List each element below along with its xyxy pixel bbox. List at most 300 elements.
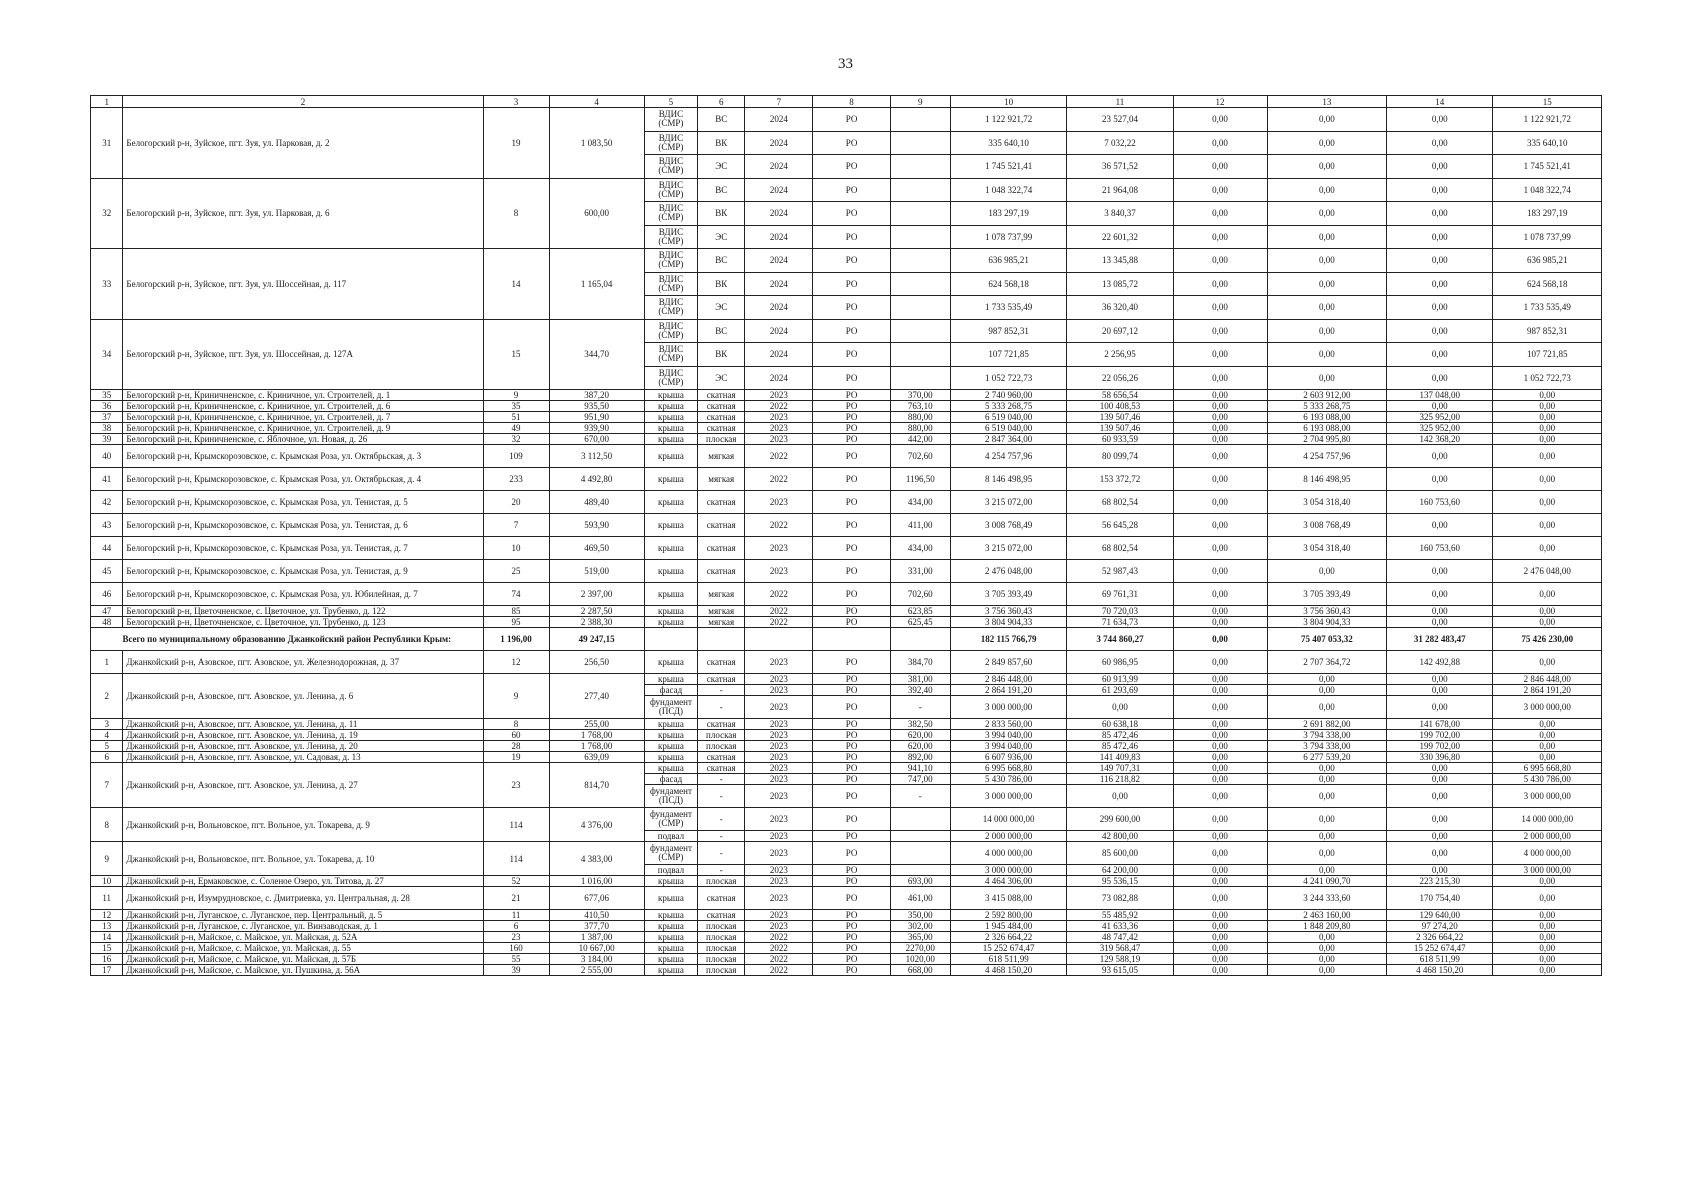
address-cell: Белогорский р-н, Крымскорозовское, с. Крымская Роза, ул. Октябрьская, д. 3 — [123, 445, 483, 468]
work-type: ВДИС (СМР) — [644, 155, 698, 179]
address-cell: Белогорский р-н, Зуйское, пгт. Зуя, ул. Парковая, д. 6 — [123, 178, 483, 249]
volume — [890, 272, 950, 296]
year: 2023 — [745, 412, 813, 423]
residents-cell: 12 — [483, 651, 549, 674]
fund-cell: 0,00 — [1173, 932, 1267, 943]
year: 2023 — [745, 752, 813, 763]
region-cell: 129 640,00 — [1387, 910, 1493, 921]
address-cell: Белогорский р-н, Крымскорозовское, с. Крымская Роза, ул. Тенистая, д. 9 — [123, 560, 483, 583]
total-cost: 1 078 737,99 — [951, 225, 1067, 249]
work-subtype: ВС — [698, 108, 745, 132]
total-cost: 1 048 322,74 — [951, 178, 1067, 202]
cost-per-unit: 55 485,92 — [1067, 910, 1173, 921]
budget-cell: 0,00 — [1267, 932, 1387, 943]
fund-cell: 0,00 — [1173, 943, 1267, 954]
work-subtype: плоская — [698, 876, 745, 887]
area-cell: 519,00 — [549, 560, 644, 583]
fund-cell: 0,00 — [1173, 445, 1267, 468]
area-cell: 670,00 — [549, 434, 644, 445]
volume: 350,00 — [890, 910, 950, 921]
total-cost: 2 476 048,00 — [951, 560, 1067, 583]
volume: 411,00 — [890, 514, 950, 537]
cost-per-unit: 69 761,31 — [1067, 583, 1173, 606]
volume: 302,00 — [890, 921, 950, 932]
area-cell: 10 667,00 — [549, 943, 644, 954]
year: 2022 — [745, 617, 813, 628]
row-number: 39 — [91, 434, 123, 445]
region-cell: 0,00 — [1387, 842, 1493, 865]
row-number: 4 — [91, 730, 123, 741]
table-row — [91, 412, 1602, 423]
cost-per-unit: 0,00 — [1067, 696, 1173, 719]
region-cell: 0,00 — [1387, 225, 1493, 249]
work-subtype: скатная — [698, 491, 745, 514]
total-cost: 2 740 960,00 — [951, 390, 1067, 401]
address-cell: Джанкойский р-н, Вольновское, пгт. Вольное, ул. Токарева, д. 10 — [123, 842, 483, 876]
area-cell: 469,50 — [549, 537, 644, 560]
fund-cell: 0,00 — [1173, 272, 1267, 296]
source: РО — [813, 225, 890, 249]
residents-cell: 9 — [483, 674, 549, 719]
fund-cell: 0,00 — [1173, 319, 1267, 343]
source: РО — [813, 831, 890, 842]
budget-cell: 3 804 904,33 — [1267, 617, 1387, 628]
other-cell: 0,00 — [1493, 583, 1602, 606]
cost-per-unit: 20 697,12 — [1067, 319, 1173, 343]
region-cell: 0,00 — [1387, 249, 1493, 273]
area-cell: 1 016,00 — [549, 876, 644, 887]
fund-cell: 0,00 — [1173, 842, 1267, 865]
row-number: 8 — [91, 808, 123, 842]
region-cell: 199 702,00 — [1387, 741, 1493, 752]
region-cell: 0,00 — [1387, 617, 1493, 628]
source: РО — [813, 651, 890, 674]
region-cell: 0,00 — [1387, 685, 1493, 696]
other-cell: 0,00 — [1493, 445, 1602, 468]
other-cell: 0,00 — [1493, 876, 1602, 887]
column-number-header: 13 — [1267, 96, 1387, 108]
other-cell: 0,00 — [1493, 537, 1602, 560]
volume: - — [890, 785, 950, 808]
row-number: 17 — [91, 965, 123, 976]
budget-cell: 2 463 160,00 — [1267, 910, 1387, 921]
work-subtype: скатная — [698, 401, 745, 412]
address-cell: Белогорский р-н, Криничненское, с. Криничное, ул. Строителей, д. 7 — [123, 412, 483, 423]
fund-cell: 0,00 — [1173, 921, 1267, 932]
volume: 880,00 — [890, 423, 950, 434]
volume — [890, 343, 950, 367]
region-cell: 0,00 — [1387, 774, 1493, 785]
year: 2024 — [745, 225, 813, 249]
year: 2022 — [745, 583, 813, 606]
residents-cell: 8 — [483, 719, 549, 730]
table-row — [91, 752, 1602, 763]
region-cell: 160 753,60 — [1387, 491, 1493, 514]
work-type: крыша — [644, 491, 698, 514]
row-number: 32 — [91, 178, 123, 249]
column-number-header: 15 — [1493, 96, 1602, 108]
work-subtype: скатная — [698, 423, 745, 434]
region-cell: 325 952,00 — [1387, 423, 1493, 434]
budget-cell: 0,00 — [1267, 696, 1387, 719]
fund-cell: 0,00 — [1173, 560, 1267, 583]
total-cost: 3 000 000,00 — [951, 696, 1067, 719]
table-row — [91, 887, 1602, 910]
total-cost: 2 326 664,22 — [951, 932, 1067, 943]
region-cell: 0,00 — [1387, 296, 1493, 320]
source: РО — [813, 887, 890, 910]
source: РО — [813, 560, 890, 583]
volume — [890, 831, 950, 842]
address-cell: Джанкойский р-н, Азовское, пгт. Азовское, ул. Ленина, д. 27 — [123, 763, 483, 808]
area-cell: 256,50 — [549, 651, 644, 674]
work-subtype: мягкая — [698, 468, 745, 491]
fund-cell: 0,00 — [1173, 865, 1267, 876]
cost-per-unit: 60 913,99 — [1067, 674, 1173, 685]
cost-per-unit: 48 747,42 — [1067, 932, 1173, 943]
table-row — [91, 954, 1602, 965]
work-type: крыша — [644, 763, 698, 774]
work-subtype: скатная — [698, 719, 745, 730]
budget-cell: 0,00 — [1267, 865, 1387, 876]
row-number: 33 — [91, 249, 123, 320]
area-cell: 639,09 — [549, 752, 644, 763]
total-cost: 5 333 268,75 — [951, 401, 1067, 412]
work-type: крыша — [644, 674, 698, 685]
cost-per-unit: 116 218,82 — [1067, 774, 1173, 785]
region-cell: 15 252 674,47 — [1387, 943, 1493, 954]
source: РО — [813, 954, 890, 965]
volume: 668,00 — [890, 965, 950, 976]
source: РО — [813, 155, 890, 179]
fund-cell: 0,00 — [1173, 785, 1267, 808]
source: РО — [813, 272, 890, 296]
table-row — [91, 319, 1602, 343]
total-cost: 3 804 904,33 — [951, 617, 1067, 628]
table-row — [91, 514, 1602, 537]
address-cell: Джанкойский р-н, Майское, с. Майское, ул. Майская, д. 52А — [123, 932, 483, 943]
residents-cell: 9 — [483, 390, 549, 401]
year: 2023 — [745, 674, 813, 685]
other-cell: 636 985,21 — [1493, 249, 1602, 273]
other-cell: 0,00 — [1493, 730, 1602, 741]
residents-cell: 49 — [483, 423, 549, 434]
budget-cell: 0,00 — [1267, 131, 1387, 155]
address-cell: Белогорский р-н, Зуйское, пгт. Зуя, ул. Шоссейная, д. 127А — [123, 319, 483, 390]
total-cost: 1 052 722,73 — [951, 366, 1067, 390]
residents-cell: 39 — [483, 965, 549, 976]
address-cell: Джанкойский р-н, Майское, с. Майское, ул. Майская, д. 57Б — [123, 954, 483, 965]
table-row — [91, 560, 1602, 583]
work-type: крыша — [644, 423, 698, 434]
other-cell: 0,00 — [1493, 423, 1602, 434]
total-cost: 4 000 000,00 — [951, 842, 1067, 865]
budget-cell: 6 277 539,20 — [1267, 752, 1387, 763]
fund-cell: 0,00 — [1173, 401, 1267, 412]
fund-cell: 0,00 — [1173, 155, 1267, 179]
cost-per-unit: 13 345,88 — [1067, 249, 1173, 273]
year: 2024 — [745, 155, 813, 179]
work-type: ВДИС (СМР) — [644, 178, 698, 202]
region-cell: 223 215,30 — [1387, 876, 1493, 887]
source: РО — [813, 876, 890, 887]
fund-cell: 0,00 — [1173, 108, 1267, 132]
row-number: 34 — [91, 319, 123, 390]
year: 2024 — [745, 272, 813, 296]
work-subtype: - — [698, 831, 745, 842]
address-cell: Белогорский р-н, Крымскорозовское, с. Крымская Роза, ул. Тенистая, д. 5 — [123, 491, 483, 514]
year: 2023 — [745, 730, 813, 741]
row-number: 13 — [91, 921, 123, 932]
cost-per-unit: 36 571,52 — [1067, 155, 1173, 179]
source: РО — [813, 366, 890, 390]
volume: 763,10 — [890, 401, 950, 412]
work-subtype: ВС — [698, 319, 745, 343]
source: РО — [813, 785, 890, 808]
total-cost: 183 297,19 — [951, 202, 1067, 226]
total-cost: 2 846 448,00 — [951, 674, 1067, 685]
work-type: крыша — [644, 752, 698, 763]
work-type: фундамент (ПСД) — [644, 696, 698, 719]
volume: 623,85 — [890, 606, 950, 617]
source: РО — [813, 583, 890, 606]
budget-cell: 0,00 — [1267, 202, 1387, 226]
cost-per-unit: 139 507,46 — [1067, 423, 1173, 434]
budget-cell: 0,00 — [1267, 249, 1387, 273]
cost-per-unit: 7 032,22 — [1067, 131, 1173, 155]
budget-cell: 0,00 — [1267, 808, 1387, 831]
cost-per-unit: 68 802,54 — [1067, 491, 1173, 514]
year: 2023 — [745, 865, 813, 876]
other-cell: 0,00 — [1493, 954, 1602, 965]
budget-cell: 0,00 — [1267, 685, 1387, 696]
region-cell: 137 048,00 — [1387, 390, 1493, 401]
area-cell: 410,50 — [549, 910, 644, 921]
total-cost: 624 568,18 — [951, 272, 1067, 296]
budget-cell: 2 603 912,00 — [1267, 390, 1387, 401]
budget-cell: 3 054 318,40 — [1267, 491, 1387, 514]
work-type: крыша — [644, 876, 698, 887]
table-row — [91, 178, 1602, 202]
volume: 702,60 — [890, 445, 950, 468]
address-cell: Белогорский р-н, Криничненское, с. Криничное, ул. Строителей, д. 9 — [123, 423, 483, 434]
work-subtype: скатная — [698, 887, 745, 910]
fund-cell: 0,00 — [1173, 583, 1267, 606]
total-cost: 6 607 936,00 — [951, 752, 1067, 763]
source: РО — [813, 808, 890, 831]
other-cell: 0,00 — [1493, 434, 1602, 445]
year: 2023 — [745, 876, 813, 887]
source: РО — [813, 741, 890, 752]
total-cost: 3 215 072,00 — [951, 537, 1067, 560]
fund-cell: 0,00 — [1173, 390, 1267, 401]
work-type: крыша — [644, 921, 698, 932]
work-type: фундамент (ПСД) — [644, 785, 698, 808]
other-cell: 0,00 — [1493, 617, 1602, 628]
total-cost: 4 468 150,20 — [951, 965, 1067, 976]
work-subtype: плоская — [698, 954, 745, 965]
other-cell: 3 000 000,00 — [1493, 865, 1602, 876]
row-number: 48 — [91, 617, 123, 628]
budget-cell: 2 707 364,72 — [1267, 651, 1387, 674]
work-type: крыша — [644, 537, 698, 560]
residents-cell: 20 — [483, 491, 549, 514]
cost-per-unit: 52 987,43 — [1067, 560, 1173, 583]
area-cell: 935,50 — [549, 401, 644, 412]
work-type: крыша — [644, 617, 698, 628]
fund-cell: 0,00 — [1173, 741, 1267, 752]
column-number-header: 12 — [1173, 96, 1267, 108]
area-cell: 255,00 — [549, 719, 644, 730]
work-subtype: ВК — [698, 202, 745, 226]
other-cell: 0,00 — [1493, 412, 1602, 423]
total-cost: 6 519 040,00 — [951, 412, 1067, 423]
volume: 892,00 — [890, 752, 950, 763]
budget-cell: 4 241 090,70 — [1267, 876, 1387, 887]
source: РО — [813, 131, 890, 155]
cost-per-unit: 95 536,15 — [1067, 876, 1173, 887]
address-cell: Джанкойский р-н, Азовское, пгт. Азовское, ул. Железнодорожная, д. 37 — [123, 651, 483, 674]
residents-cell: 28 — [483, 741, 549, 752]
cost-per-unit: 85 600,00 — [1067, 842, 1173, 865]
total-cost: 3 994 040,00 — [951, 730, 1067, 741]
fund-cell: 0,00 — [1173, 434, 1267, 445]
budget-cell: 0,00 — [1267, 296, 1387, 320]
other-cell: 183 297,19 — [1493, 202, 1602, 226]
row-number: 3 — [91, 719, 123, 730]
region-cell: 170 754,40 — [1387, 887, 1493, 910]
total-cost: 1 745 521,41 — [951, 155, 1067, 179]
cost-per-unit: 64 200,00 — [1067, 865, 1173, 876]
volume: 434,00 — [890, 537, 950, 560]
region-cell: 0,00 — [1387, 319, 1493, 343]
table-row — [91, 468, 1602, 491]
cost-per-unit: 21 964,08 — [1067, 178, 1173, 202]
work-subtype: мягкая — [698, 606, 745, 617]
year: 2024 — [745, 296, 813, 320]
total-c13: 75 407 053,32 — [1267, 628, 1387, 651]
address-cell: Джанкойский р-н, Майское, с. Майское, ул. Майская, д. 55 — [123, 943, 483, 954]
budget-cell: 0,00 — [1267, 560, 1387, 583]
other-cell: 0,00 — [1493, 491, 1602, 514]
volume: - — [890, 696, 950, 719]
budget-cell: 0,00 — [1267, 943, 1387, 954]
cost-per-unit: 61 293,69 — [1067, 685, 1173, 696]
volume: 384,70 — [890, 651, 950, 674]
row-number: 35 — [91, 390, 123, 401]
total-cost: 107 721,85 — [951, 343, 1067, 367]
table-row — [91, 401, 1602, 412]
region-cell: 142 368,20 — [1387, 434, 1493, 445]
column-number-header: 6 — [698, 96, 745, 108]
work-type: ВДИС (СМР) — [644, 202, 698, 226]
work-type: крыша — [644, 583, 698, 606]
cost-per-unit: 319 568,47 — [1067, 943, 1173, 954]
row-number: 12 — [91, 910, 123, 921]
table-row — [91, 583, 1602, 606]
row-number: 42 — [91, 491, 123, 514]
total-cost: 987 852,31 — [951, 319, 1067, 343]
year: 2022 — [745, 954, 813, 965]
volume — [890, 155, 950, 179]
work-subtype: ЭС — [698, 366, 745, 390]
area-cell: 939,90 — [549, 423, 644, 434]
work-subtype: - — [698, 696, 745, 719]
source: РО — [813, 617, 890, 628]
row-number: 36 — [91, 401, 123, 412]
other-cell: 0,00 — [1493, 401, 1602, 412]
cost-per-unit: 149 707,31 — [1067, 763, 1173, 774]
address-cell: Джанкойский р-н, Азовское, пгт. Азовское, ул. Ленина, д. 19 — [123, 730, 483, 741]
volume — [890, 249, 950, 273]
work-type: ВДИС (СМР) — [644, 131, 698, 155]
budget-cell: 3 705 393,49 — [1267, 583, 1387, 606]
residents-cell: 85 — [483, 606, 549, 617]
region-cell: 141 678,00 — [1387, 719, 1493, 730]
address-cell: Джанкойский р-н, Азовское, пгт. Азовское, ул. Ленина, д. 11 — [123, 719, 483, 730]
year: 2023 — [745, 560, 813, 583]
work-type: крыша — [644, 468, 698, 491]
row-number: 38 — [91, 423, 123, 434]
area-cell: 951,90 — [549, 412, 644, 423]
work-type: крыша — [644, 887, 698, 910]
work-type: ВДИС (СМР) — [644, 319, 698, 343]
work-subtype: ВС — [698, 178, 745, 202]
year: 2023 — [745, 491, 813, 514]
table-row — [91, 434, 1602, 445]
other-cell: 0,00 — [1493, 932, 1602, 943]
area-cell: 2 388,30 — [549, 617, 644, 628]
year: 2022 — [745, 468, 813, 491]
region-cell: 618 511,99 — [1387, 954, 1493, 965]
residents-cell: 25 — [483, 560, 549, 583]
work-type: крыша — [644, 560, 698, 583]
column-number-header: 9 — [890, 96, 950, 108]
work-type: крыша — [644, 719, 698, 730]
region-cell: 0,00 — [1387, 560, 1493, 583]
budget-cell: 3 794 338,00 — [1267, 741, 1387, 752]
volume: 941,10 — [890, 763, 950, 774]
other-cell: 1 052 722,73 — [1493, 366, 1602, 390]
fund-cell: 0,00 — [1173, 423, 1267, 434]
other-cell: 0,00 — [1493, 651, 1602, 674]
year: 2023 — [745, 808, 813, 831]
table-row — [91, 763, 1602, 774]
total-cost: 2 849 857,60 — [951, 651, 1067, 674]
work-type: крыша — [644, 514, 698, 537]
total-cost: 6 519 040,00 — [951, 423, 1067, 434]
cost-per-unit: 129 588,19 — [1067, 954, 1173, 965]
table-row — [91, 537, 1602, 560]
work-type: подвал — [644, 831, 698, 842]
work-type: крыша — [644, 412, 698, 423]
other-cell: 2 846 448,00 — [1493, 674, 1602, 685]
area-cell: 1 387,00 — [549, 932, 644, 943]
region-cell: 0,00 — [1387, 445, 1493, 468]
row-number: 7 — [91, 763, 123, 808]
residents-cell: 7 — [483, 514, 549, 537]
region-cell: 0,00 — [1387, 674, 1493, 685]
volume: 365,00 — [890, 932, 950, 943]
other-cell: 6 995 668,80 — [1493, 763, 1602, 774]
fund-cell: 0,00 — [1173, 491, 1267, 514]
work-type: крыша — [644, 932, 698, 943]
total-cost: 3 994 040,00 — [951, 741, 1067, 752]
cost-per-unit: 13 085,72 — [1067, 272, 1173, 296]
budget-cell: 1 848 209,80 — [1267, 921, 1387, 932]
repair-program-table — [90, 95, 1602, 976]
volume: 2270,00 — [890, 943, 950, 954]
